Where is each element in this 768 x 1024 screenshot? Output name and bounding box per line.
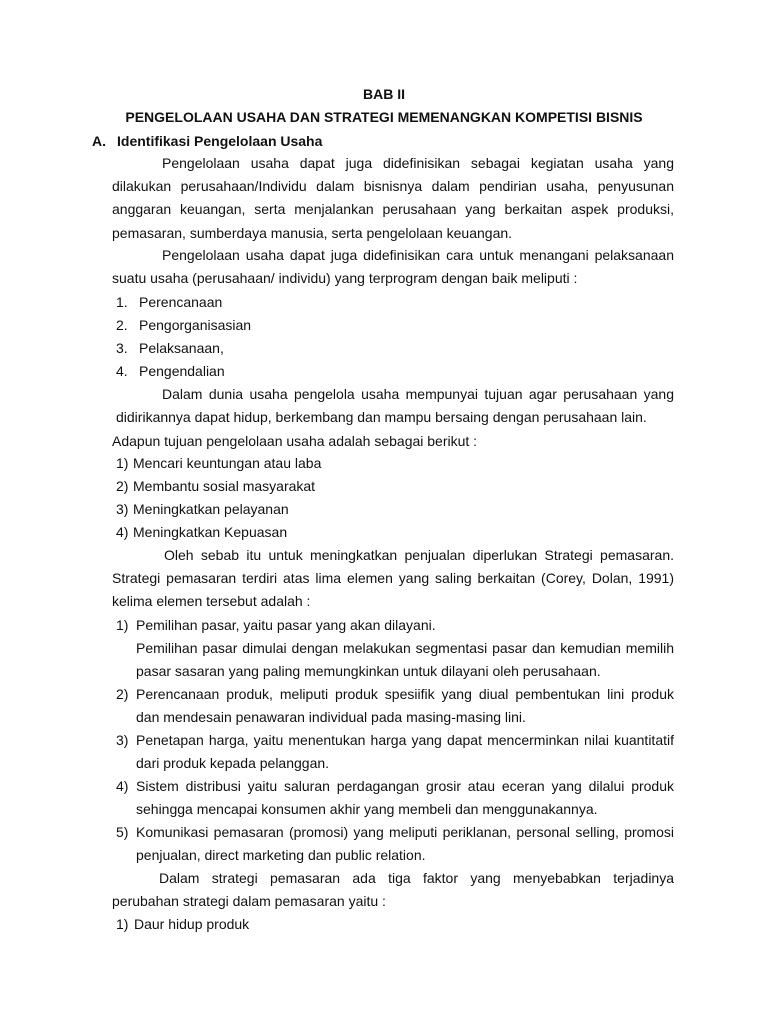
paragraph-line: Pengelolaan usaha dapat juga didefinisikan sebagai kegiatan usaha yang <box>162 155 674 171</box>
paragraph-5 <box>112 544 674 614</box>
list-item <box>116 478 315 494</box>
list-item <box>116 340 224 356</box>
section-a-heading <box>92 133 322 149</box>
list-line: Penetapan harga, yaitu menentukan harga yang dapat mencerminkan nilai kuantitatif <box>136 732 674 748</box>
paragraph-line: Dalam strategi pemasaran ada tiga faktor yang menyebabkan terjadinya <box>159 870 674 886</box>
paragraph-line: kelima elemen tersebut adalah : <box>112 593 311 610</box>
list-number: 2) <box>116 686 129 702</box>
list-item <box>116 501 289 517</box>
paragraph-line: anggaran keuangan, serta menjalankan perusahaan yang berkaitan aspek produksi, <box>112 201 674 218</box>
paragraph-line: pemasaran, sumberdaya manusia, serta pengelolaan keuangan. <box>112 224 513 241</box>
paragraph-line: Pengelolaan usaha dapat juga didefinisikan cara untuk menangani pelaksanaan <box>162 247 674 263</box>
paragraph-line: Oleh sebab itu untuk meningkatkan penjualan diperlukan Strategi pemasaran. <box>164 547 674 563</box>
list-item-body <box>136 683 674 729</box>
list-number: 3) <box>116 501 129 517</box>
list-number: 4. <box>116 363 128 379</box>
list-line: dan mendesain penawaran individual pada masing-masing lini. <box>136 709 526 726</box>
list-number: 4) <box>116 524 129 540</box>
list-text: Daur hidup produk <box>134 916 250 932</box>
chapter-title: PENGELOLAAN USAHA DAN STRATEGI MEMENANGKAN KOMPETISI BISNIS <box>125 109 643 125</box>
list-number: 2) <box>116 478 129 494</box>
paragraph-3 <box>112 383 674 429</box>
paragraph-line: Adapun tujuan pengelolaan usaha adalah sebagai berikut : <box>112 433 478 449</box>
list-item <box>116 524 287 540</box>
list-number: 1. <box>116 294 128 310</box>
list-line: Komunikasi pemasaran (promosi) yang meliputi periklanan, personal selling, promosi <box>136 824 674 840</box>
paragraph-line: Dalam dunia usaha pengelola usaha mempunyai tujuan agar perusahaan yang <box>162 386 674 402</box>
list-number: 4) <box>116 778 129 794</box>
list-line: Pemilihan pasar, yaitu pasar yang akan dilayani. <box>136 617 436 633</box>
section-a-letter: A. <box>92 133 106 149</box>
list-text: Mencari keuntungan atau laba <box>133 455 322 471</box>
list-item-body <box>136 821 674 867</box>
list-text: Perencanaan <box>139 294 223 310</box>
chapter-label: BAB II <box>363 86 405 102</box>
list-number: 1) <box>116 617 129 633</box>
list-item <box>116 821 674 868</box>
list-item <box>116 294 222 310</box>
list-item-body <box>136 775 674 821</box>
list-item <box>116 363 225 379</box>
paragraph-2 <box>112 244 674 290</box>
list-item <box>116 317 251 333</box>
list-item-body <box>136 729 674 775</box>
list-text: Meningkatkan Kepuasan <box>133 524 288 540</box>
list-number: 1) <box>116 916 129 932</box>
list-line: pasar sasaran yang paling memungkinkan untuk dilayani oleh perusahaan. <box>136 663 601 680</box>
list-line: sehingga mencapai konsumen akhir yang membeli dan menggunakannya. <box>136 801 598 818</box>
paragraph-line: Strategi pemasaran terdiri atas lima elemen yang saling berkaitan (Corey, Dolan, 1991) <box>112 570 674 587</box>
list-item-body <box>136 614 674 684</box>
list-line: Pemilihan pasar dimulai dengan melakukan segmentasi pasar dan kemudian memilih <box>136 640 674 657</box>
list-number: 2. <box>116 317 128 333</box>
section-a-title: Identifikasi Pengelolaan Usaha <box>117 133 323 149</box>
list-text: Meningkatkan pelayanan <box>133 501 289 517</box>
list-line: penjualan, direct marketing dan public relation. <box>136 847 426 864</box>
list-line: Perencanaan produk, meliputi produk spesiifik yang diual pembentukan lini produk <box>136 686 674 702</box>
paragraph-6 <box>112 867 674 913</box>
list-item <box>116 614 674 684</box>
list-text: Pengorganisasian <box>139 317 252 333</box>
paragraph-line: dilakukan perusahaan/Individu dalam bisnisnya dalam pendirian usaha, penyusunan <box>112 178 674 195</box>
list-text: Membantu sosial masyarakat <box>133 478 316 494</box>
list-text: Pelaksanaan, <box>139 340 224 356</box>
list-line: dari produk kepada pelanggan. <box>136 755 330 772</box>
list-item <box>116 729 674 776</box>
list-item <box>116 683 674 730</box>
list-number: 1) <box>116 455 129 471</box>
paragraph-line: perubahan strategi dalam pemasaran yaitu : <box>112 893 386 910</box>
paragraph-4 <box>112 430 674 453</box>
paragraph-line: didirikannya dapat hidup, berkembang dan mampu bersaing dengan perusahaan lain. <box>116 409 647 426</box>
list-item <box>116 775 674 822</box>
list-item <box>116 455 321 471</box>
list-item <box>116 916 249 932</box>
paragraph-1 <box>112 152 674 245</box>
list-number: 5) <box>116 824 129 840</box>
list-number: 3. <box>116 340 128 356</box>
paragraph-line: suatu usaha (perusahaan/ individu) yang terprogram dengan baik meliputi : <box>112 270 578 287</box>
list-text: Pengendalian <box>139 363 225 379</box>
list-number: 3) <box>116 732 129 748</box>
list-line: Sistem distribusi yaitu saluran perdagangan grosir atau eceran yang dilalui produk <box>136 778 674 794</box>
